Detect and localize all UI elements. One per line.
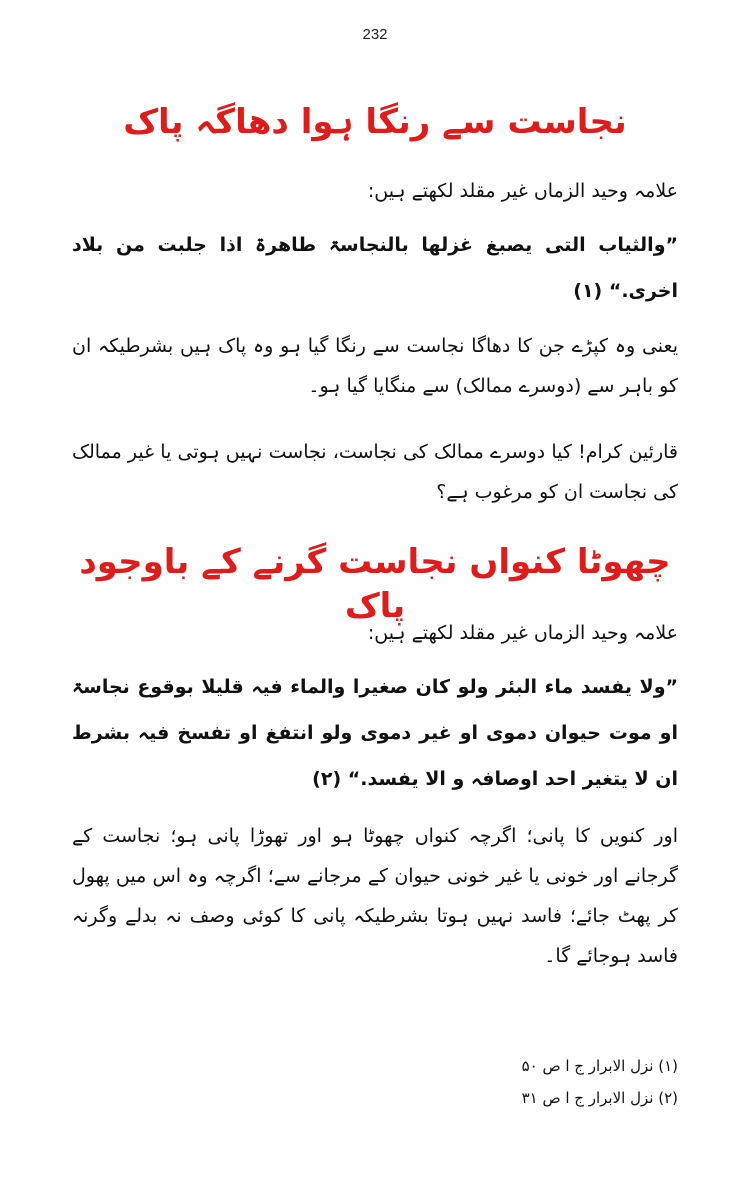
footnote-1: (۱) نزل الابرار ج ا ص ۵۰ bbox=[521, 1057, 678, 1075]
section1-heading: نجاست سے رنگا ہوا دھاگہ پاک bbox=[123, 102, 627, 142]
section2-intro: علامہ وحید الزماں غیر مقلد لکھتے ہیں: bbox=[367, 622, 678, 644]
footnotes bbox=[72, 1050, 678, 1114]
footnote-2: (۲) نزل الابرار ج ا ص ۳۱ bbox=[521, 1089, 678, 1107]
section1-arabic-quote: ”والثیاب التی یصبغ غزلھا بالنجاسۃ طاھرۃ اذا جلبت من بلاد اخری.“ (۱) bbox=[72, 234, 678, 302]
section1-translation: یعنی وہ کپڑے جن کا دھاگا نجاست سے رنگا گیا ہو وہ پاک ہیں بشرطیکہ ان کو باہر سے (دوسرے ممالک) سے منگایا گیا ہو۔ bbox=[72, 335, 678, 397]
section1-intro: علامہ وحید الزماں غیر مقلد لکھتے ہیں: bbox=[367, 180, 678, 202]
section2-arabic-quote: ”ولا یفسد ماء البئر ولو کان صغیرا والماء فیہ قلیلا بوقوع نجاسۃ او موت حیوان دموی او غیر دموی ولو انتفغ او تفسخ فیہ بشرط ان لا یتغیر احد اوصافہ و الا یفسد.“ (۲) bbox=[72, 676, 678, 790]
section2-heading: چھوٹا کنواں نجاست گرنے کے باوجود پاک bbox=[79, 542, 671, 627]
section2-translation: اور کنویں کا پانی؛ اگرچہ کنواں چھوٹا ہو اور تھوڑا پانی ہو؛ نجاست کے گرجانے اور خونی یا غیر خونی حیوان کے مرجانے سے؛ اگرچہ وہ اس میں پھول کر پھٹ جائے؛ فاسد نہیں ہوتا بشرطیکہ پانی کا کوئی وصف نہ بدلے وگرنہ فاسد ہوجائے گا۔ bbox=[72, 825, 678, 967]
section1-commentary: قارئین کرام! کیا دوسرے ممالک کی نجاست، نجاست نہیں ہوتی یا غیر ممالک کی نجاست ان کو مرغوب ہے؟ bbox=[72, 441, 678, 503]
page-number: 232 bbox=[362, 26, 388, 43]
